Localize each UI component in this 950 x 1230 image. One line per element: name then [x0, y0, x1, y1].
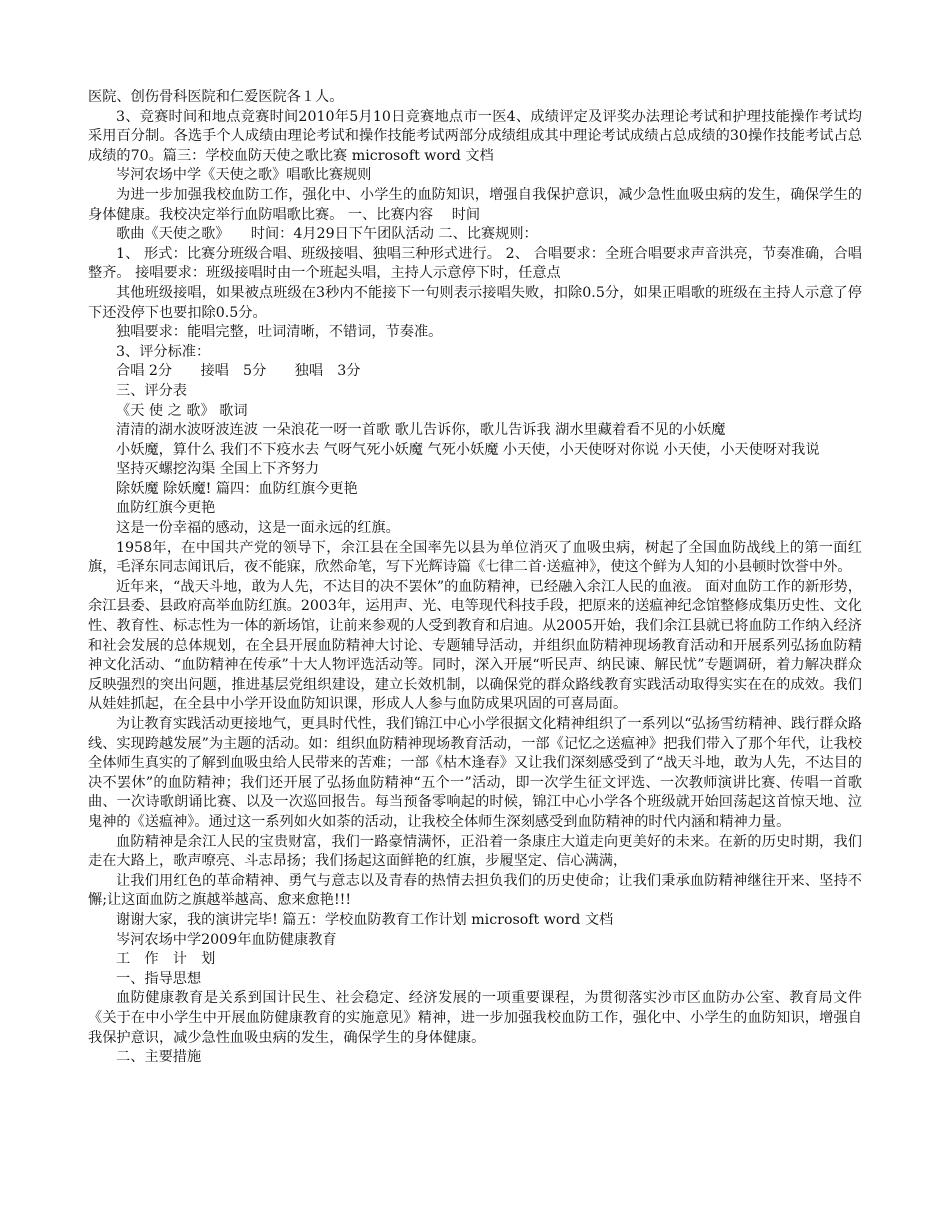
body-paragraph: 3、竞赛时间和地点竞赛时间2010年5月10日竞赛地点市一医4、成绩评定及评奖办法理论考试和护理技能操作考试均采用百分制。各选手个人成绩由理论考试和操作技能考试两部分成绩组成其中理论考试成绩占总成绩的30操作技能考试占总成绩的70。篇三：学校血防天使之歌比赛 microsoft word 文档 — [88, 108, 862, 164]
body-paragraph: 血防健康教育是关系到国计民生、社会稳定、经济发展的一项重要课程，为贯彻落实沙市区血防办公室、教育局文件《关于在中小学生中开展血防健康教育的实施意见》精神，进一步加强我校血防工作，强化中、小学生的血防知识，增强自我保护意识，减少急性血吸虫病的发生，确保学生的身体健康。 — [88, 990, 862, 1046]
body-paragraph: 二、主要措施 — [116, 1049, 202, 1066]
body-paragraph: 岑河农场中学2009年血防健康教育 — [116, 931, 337, 948]
body-paragraph: 小妖魔，算什么 我们不下疫水去 气呀气死小妖魔 气死小妖魔 小天使，小天使呀对你说 小天使，小天使呀对我说 — [116, 441, 820, 458]
body-paragraph: 这是一份幸福的感动，这是一面永远的红旗。 — [116, 520, 400, 537]
body-paragraph: 1958年，在中国共产党的领导下，余江县在全国率先以县为单位消灭了血吸虫病，树起了全国血防战线上的第一面红旗，毛泽东同志闻讯后，夜不能寐，欣然命笔，写下光辉诗篇《七律二首·送瘟神》，使这个鲜为人知的小县顿时饮誉中外。 — [88, 539, 862, 576]
body-paragraph: 工 作 计 划 — [116, 951, 216, 968]
body-paragraph: 其他班级接唱，如果被点班级在3秒内不能接下一句则表示接唱失败，扣除0.5分，如果正唱歌的班级在主持人示意了停下还没停下也要扣除0.5分。 — [88, 284, 862, 321]
body-paragraph: 1、 形式：比赛分班级合唱、班级接唱、独唱三种形式进行。 2、 合唱要求：全班合唱要求声音洪亮，节奏准确，合唱整齐。 接唱要求：班级接唱时由一个班起头唱，主持人示意停下时，任意点 — [88, 245, 862, 282]
body-paragraph: 医院、创伤骨科医院和仁爱医院各１人。 — [88, 89, 344, 105]
body-paragraph: 为让教育实践活动更接地气，更具时代性，我们锦江中心小学很据文化精神组织了一系列以“弘扬雪纺精神、践行群众路线、实现跨越发展”为主题的活动。如：组织血防精神现场教育活动，一部《记忆之送瘟神》把我们带入了那个年代，让我校全体师生真实的了解到血吸虫给人民带来的苦难；一部《枯木逢春》又让我们深刻感受到了“战天斗地，敢为人先，不达目的决不罢休”的血防精神；我们还开展了弘扬血防精神“五个一”活动，即一次学生征文评选、一次教师演讲比赛、传唱一首歌曲、一次诗歌朗诵比赛、以及一次巡回报告。每当预备零响起的时候，锦江中心小学各个班级就开始回荡起这首惊天地、泣鬼神的《送瘟神》。通过这一系列如火如荼的活动，让我校全体师生深刻感受到血防精神的时代内涵和精神力量。 — [88, 716, 862, 830]
body-paragraph: 3、评分标准： — [116, 343, 211, 360]
body-paragraph: 谢谢大家，我的演讲完毕! 篇五：学校血防教育工作计划 microsoft word 文档 — [116, 911, 614, 928]
body-paragraph: 清清的湖水波呀波连波 一朵浪花一呀一首歌 歌儿告诉你，歌儿告诉我 湖水里藏着看不见的小妖魔 — [116, 422, 726, 439]
body-paragraph: 坚持灭螺挖沟渠 全国上下齐努力 — [116, 461, 320, 478]
body-paragraph: 合唱 2分 接唱 5分 独唱 3分 — [116, 363, 361, 380]
body-paragraph: 三、评分表 — [116, 382, 187, 399]
body-paragraph: 为进一步加强我校血防工作，强化中、小学生的血防知识，增强自我保护意识，减少急性血吸虫病的发生，确保学生的身体健康。我校决定举行血防唱歌比赛。 一、比赛内容 时间 — [88, 186, 862, 223]
body-paragraph: 血防红旗今更艳 — [116, 500, 216, 517]
body-paragraph: 除妖魔 除妖魔! 篇四：血防红旗今更艳 — [116, 480, 358, 497]
body-paragraph: 独唱要求：能唱完整，吐词清晰，不错词，节奏准。 — [116, 324, 443, 341]
body-paragraph: 岑河农场中学《天使之歌》唱歌比赛规则 — [116, 167, 372, 184]
body-paragraph: 让我们用红色的革命精神、勇气与意志以及青春的热情去担负我们的历史使命；让我们秉承血防精神继往开来、坚持不懈;让这面血防之旗越举越高、愈来愈艳!!! — [88, 872, 862, 909]
body-paragraph: 《天 使 之 歌》 歌词 — [116, 402, 248, 419]
body-paragraph: 一、指导思想 — [116, 970, 202, 987]
body-paragraph: 血防精神是余江人民的宝贵财富，我们一路豪情满怀，正沿着一条康庄大道走向更美好的未来。在新的历史时期，我们走在大路上，歌声嘹亮、斗志昂扬；我们扬起这面鲜艳的红旗，步履坚定、信心满满， — [88, 833, 862, 870]
body-paragraph: 近年来，“战天斗地，敢为人先，不达目的决不罢休”的血防精神，已经融入余江人民的血液。 面对血防工作的新形势，余江县委、县政府高举血防红旗。2003年，运用声、光、电等现代科技手段，把原来的送瘟神纪念馆整修成集历史性、文化性、教育性、标志性为一体的新场馆，让前来参观的人受到教育和启迪。从2005开始，我们余江县就已将血防工作纳入经济和社会发展的总体规划，在全县开展血防精神大讨论、专题辅导活动，并组织血防精神现场教育活动和开展系列弘扬血防精神文化活动、“血防精神在传承”十大人物评选活动等。同时，深入开展“听民声、纳民谏、解民忧”专题调研，着力解决群众反映强烈的突出问题，推进基层党组织建设，建立长效机制，以确保党的群众路线教育实践活动取得实实在在的成效。我们从娃娃抓起，在全县中小学开设血防知识课，形成人人参与血防成果巩固的可喜局面。 — [88, 578, 862, 713]
body-paragraph: 歌曲《天使之歌》 时间：4月29日下午团队活动 二、比赛规则： — [116, 226, 538, 243]
